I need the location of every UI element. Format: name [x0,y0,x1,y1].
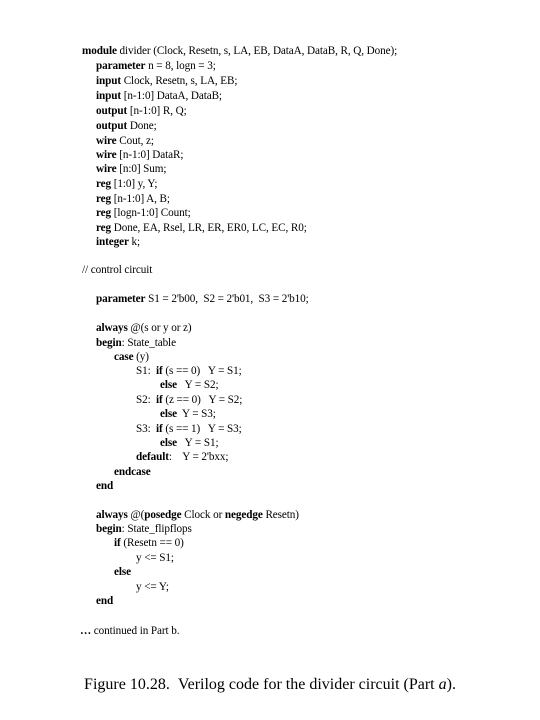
code-text: (s == 1) Y = S3; [162,423,242,435]
code-line [114,350,149,365]
code-line [82,44,397,59]
code-text: n = 8, logn = 3; [145,60,216,72]
caption-text: Verilog code for the divider circuit (Part [177,676,439,693]
code-text: k; [128,236,141,248]
code-line [96,59,216,74]
code-text: [n-1:0] A, B; [111,193,170,205]
code-keyword: begin [96,523,122,535]
code-keyword: reg [96,222,112,234]
code-keyword: integer [96,236,129,248]
code-text: (z == 0) Y = S2; [162,394,243,406]
code-line [136,393,242,408]
code-text: Y = S3; [177,408,216,420]
code-keyword: negedge [224,509,263,521]
code-keyword: case [114,351,134,363]
code-keyword: output [96,120,128,132]
code-text: : State_flipflops [121,523,192,535]
code-keyword: if [114,537,121,549]
code-line [96,235,140,250]
code-keyword: input [96,90,121,102]
code-line [82,263,152,278]
code-keyword: … [80,625,92,637]
code-line [136,422,242,437]
code-keyword: begin [96,337,122,349]
code-line [96,192,170,207]
caption-label: Figure 10.28. [84,676,170,693]
code-text: b [171,625,177,637]
code-text: Clock or [181,509,225,521]
code-line [96,89,222,104]
figure-caption [0,676,540,694]
code-keyword: always [96,509,128,521]
code-line [80,624,179,639]
code-keyword: reg [96,193,112,205]
code-keyword: output [96,105,128,117]
code-keyword: reg [96,178,112,190]
code-keyword: parameter [96,60,146,72]
caption-part: a [438,676,447,693]
code-line [96,594,113,609]
code-line [160,378,218,393]
code-line [96,336,176,351]
code-line [96,162,166,177]
code-text: S2: [136,394,157,406]
code-keyword: module [82,45,117,57]
code-text: [n-1:0] DataR; [116,149,184,161]
code-text: [n-1:0] R, Q; [127,105,187,117]
code-keyword: if [156,394,163,406]
code-line [96,321,192,336]
code-line [96,177,157,192]
code-text: Clock, Resetn, s, LA, EB; [121,75,238,87]
code-text: [n-1:0] DataA, DataB; [121,90,222,102]
code-text: S3: [136,423,157,435]
code-text: (s == 0) Y = S1; [162,365,242,377]
caption-end: ). [446,676,456,693]
code-keyword: wire [96,135,117,147]
code-text: @(s or y or z) [127,322,192,334]
code-keyword: wire [96,163,117,175]
code-keyword: end [96,595,114,607]
code-text: [logn-1:0] Count; [111,207,191,219]
code-text: . [176,625,180,637]
code-text: : Y = 2'bxx; [168,451,229,463]
code-keyword: else [160,408,177,420]
code-text: divider (Clock, Resetn, s, LA, EB, DataA, DataB, R, Q, Done); [116,45,398,57]
code-text: S1 = 2'b00, S2 = 2'b01, S3 = 2'b10; [145,293,309,305]
code-keyword: wire [96,149,117,161]
code-keyword: reg [96,207,112,219]
code-line [96,522,192,537]
code-line [96,74,237,89]
code-line [96,479,113,494]
code-line [96,508,299,523]
code-line [160,436,218,451]
code-line [96,119,157,134]
code-text: S1: [136,365,157,377]
code-line [96,221,307,236]
code-line [136,364,242,379]
code-line [136,450,228,465]
code-line [96,206,191,221]
code-text: // control circuit [82,264,153,276]
code-keyword: always [96,322,128,334]
code-line [114,565,131,580]
code-line [96,134,154,149]
code-line [136,580,169,595]
code-text: Done, EA, Rsel, LR, ER, ER0, LC, EC, R0; [111,222,307,234]
code-text: [1:0] y, Y; [111,178,158,190]
code-line [96,104,187,119]
code-keyword: input [96,75,121,87]
code-text: Resetn) [262,509,299,521]
code-keyword: default [136,451,169,463]
code-text: Y = S2; [177,379,219,391]
code-keyword: posedge [144,509,182,521]
code-text: @( [127,509,145,521]
code-line [160,407,216,422]
code-keyword: endcase [114,466,151,478]
code-text: y <= S1; [136,552,174,564]
code-text: (Resetn == 0) [120,537,184,549]
code-text: continued in Part [91,625,172,637]
code-text: : State_table [121,337,176,349]
code-keyword: else [114,566,131,578]
code-text: Cout, z; [116,135,154,147]
code-text: Done; [127,120,157,132]
code-text: y <= Y; [136,581,169,593]
code-keyword: if [156,423,163,435]
code-keyword: else [160,437,177,449]
code-line [96,148,183,163]
code-line [96,292,309,307]
code-text: [n:0] Sum; [116,163,167,175]
code-line [114,536,184,551]
code-keyword: end [96,480,114,492]
code-keyword: if [156,365,163,377]
code-text: (y) [133,351,149,363]
code-line [114,465,151,480]
code-text: Y = S1; [177,437,219,449]
code-keyword: else [160,379,177,391]
code-line [136,551,174,566]
code-keyword: parameter [96,293,146,305]
